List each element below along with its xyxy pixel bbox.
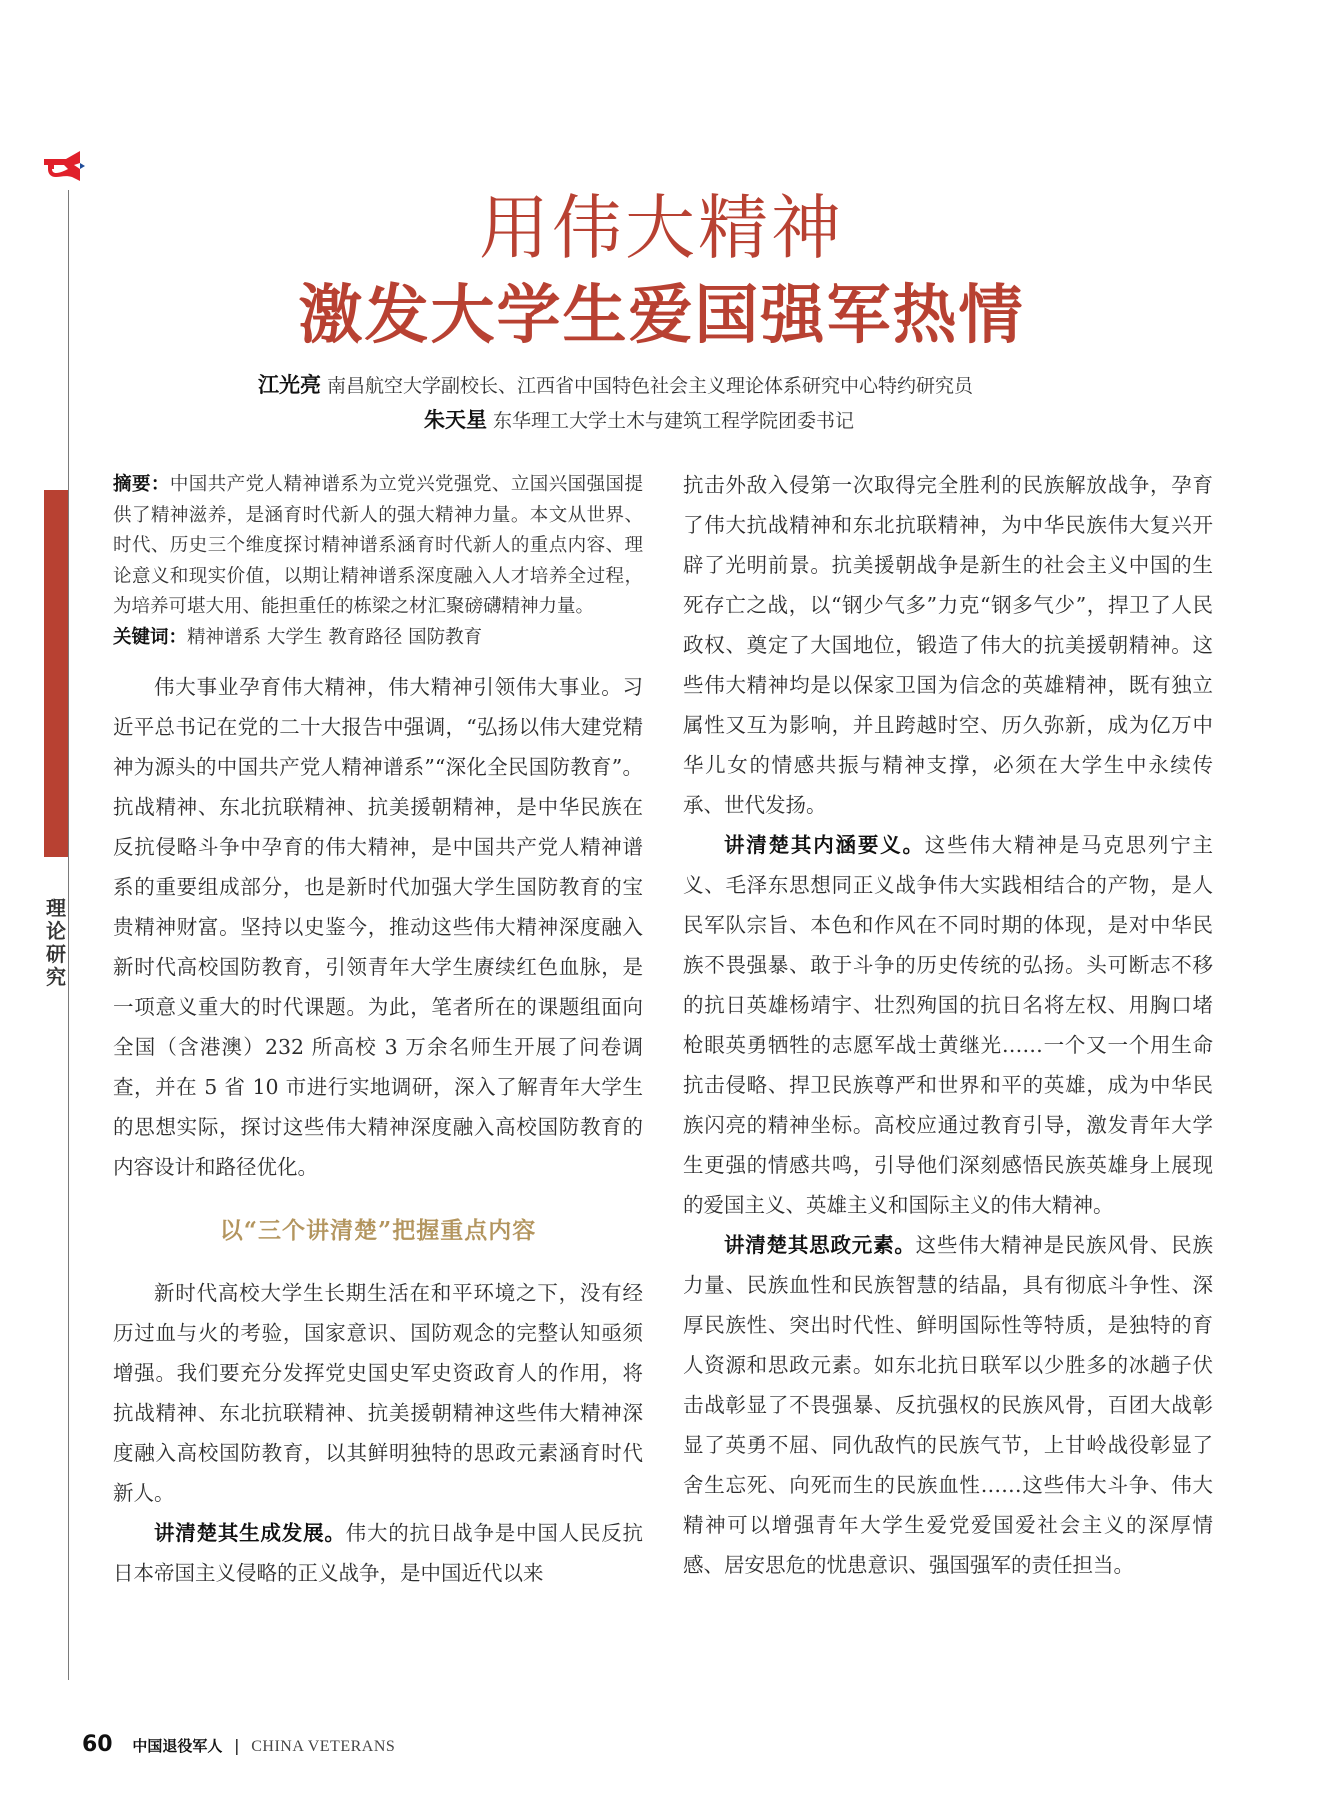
paragraph-text: 伟大的抗日战争是中国人民反抗日本帝国主义侵略的正义战争，是中国近代以来 [113, 1521, 644, 1585]
section-label-char: 研 [46, 942, 66, 966]
magazine-logo-icon [44, 151, 94, 181]
keywords-label: 关键词： [113, 626, 188, 648]
body-paragraph [683, 825, 1213, 1225]
section-heading: 以“三个讲清楚”把握重点内容 [219, 1217, 537, 1244]
body-paragraph: 抗击外敌入侵第一次取得完全胜利的民族解放战争，孕育了伟大抗战精神和东北抗联精神，为中华民族伟大复兴开辟了光明前景。抗美援朝战争是新生的社会主义中国的生死存亡之战，以“钢少气多”力克“钢多气少”，捍卫了人民政权、奠定了大国地位，锻造了伟大的抗美援朝精神。这些伟大精神均是以保家卫国为信念的英雄精神，既有独立属性又互为影响，并且跨越时空、历久弥新，成为亿万中华儿女的情感共振与精神支撑，必须在大学生中永续传承、世代发扬。 [683, 473, 1213, 817]
magazine-name-en: CHINA VETERANS [251, 1738, 396, 1755]
left-column [113, 470, 643, 1593]
keywords-text: 精神谱系 大学生 教育路径 国防教育 [187, 626, 483, 648]
section-label [44, 897, 68, 989]
author-role: 东华理工大学土木与建筑工程学院团委书记 [493, 410, 855, 432]
footer-separator: | [234, 1736, 240, 1755]
keywords [113, 623, 643, 654]
author-line [258, 368, 1088, 403]
author-line [258, 403, 1088, 438]
article-title-line2: 激发大学生爱国强军热情 [298, 279, 1025, 353]
page-footer [82, 1732, 395, 1757]
body-paragraph [113, 1513, 643, 1593]
right-column [683, 465, 1213, 1585]
abstract-label: 摘要： [113, 474, 170, 495]
article-title-line1: 用伟大精神 [479, 187, 844, 269]
magazine-name-cn: 中国退役军人 [132, 1737, 223, 1755]
section-label-char: 理 [46, 896, 66, 920]
section-label-char: 究 [46, 965, 66, 989]
abstract-body [113, 470, 643, 623]
body-paragraph: 新时代高校大学生长期生活在和平环境之下，没有经历过血与火的考验，国家意识、国防观念的完整认知亟须增强。我们要充分发挥党史国史军史资政育人的作用，将抗战精神、东北抗联精神、抗美援朝精神这些伟大精神深度融入高校国防教育，以其鲜明独特的思政元素涵育时代新人。 [113, 1281, 643, 1505]
paragraph-lead: 讲清楚其内涵要义。 [724, 833, 925, 857]
intro-paragraph: 伟大事业孕育伟大精神，伟大精神引领伟大事业。习近平总书记在党的二十大报告中强调，“弘扬以伟大建党精神为源头的中国共产党人精神谱系”“深化全民国防教育”。抗战精神、东北抗联精神、抗美援朝精神，是中华民族在反抗侵略斗争中孕育的伟大精神，是中国共产党人精神谱系的重要组成部分，也是新时代加强大学生国防教育的宝贵精神财富。坚持以史鉴今，推动这些伟大精神深度融入新时代高校国防教育，引领青年大学生赓续红色血脉，是一项意义重大的时代课题。为此，笔者所在的课题组面向全国（含港澳）232 所高校 3 万余名师生开展了问卷调查，并在 5 省 10 市进行实地调研，深入了解青年大学生的思想实际，探讨这些伟大精神深度融入高校国防教育的内容设计和路径优化。 [113, 675, 643, 1179]
paragraph-lead: 讲清楚其思政元素。 [724, 1233, 916, 1257]
author-name: 朱天星 [424, 408, 487, 432]
paragraph-lead: 讲清楚其生成发展。 [154, 1521, 346, 1545]
abstract [113, 470, 643, 653]
author-role: 南昌航空大学副校长、江西省中国特色社会主义理论体系研究中心特约研究员 [327, 375, 974, 397]
page-number: 60 [82, 1732, 113, 1757]
author-block [258, 368, 1088, 438]
abstract-text: 中国共产党人精神谱系为立党兴党强党、立国兴国强国提供了精神滋养，是涵育时代新人的强大精神力量。本文从世界、时代、历史三个维度探讨精神谱系涵育时代新人的重点内容、理论意义和现实价值，以期让精神谱系深度融入人才培养全过程，为培养可堪大用、能担重任的栋梁之材汇聚磅礴精神力量。 [113, 474, 643, 617]
section-color-bar [44, 490, 68, 857]
paragraph-text: 这些伟大精神是马克思列宁主义、毛泽东思想同正义战争伟大实践相结合的产物，是人民军队宗旨、本色和作风在不同时期的体现，是对中华民族不畏强暴、敢于斗争的历史传统的弘扬。头可断志不移的抗日英雄杨靖宇、壮烈殉国的抗日名将左权、用胸口堵枪眼英勇牺牲的志愿军战士黄继光……一个又一个用生命抗击侵略、捍卫民族尊严和世界和平的英雄，成为中华民族闪亮的精神坐标。高校应通过教育引导，激发青年大学生更强的情感共鸣，引导他们深刻感悟民族英雄身上展现的爱国主义、英雄主义和国际主义的伟大精神。 [683, 833, 1214, 1217]
author-name: 江光亮 [258, 373, 321, 397]
section-label-char: 论 [46, 919, 66, 943]
body-paragraph [683, 1225, 1213, 1585]
margin-rule [68, 190, 69, 1680]
paragraph-text: 这些伟大精神是民族风骨、民族力量、民族血性和民族智慧的结晶，具有彻底斗争性、深厚民族性、突出时代性、鲜明国际性等特质，是独特的育人资源和思政元素。如东北抗日联军以少胜多的冰趟子伏击战彰显了不畏强暴、反抗强权的民族风骨，百团大战彰显了英勇不屈、同仇敌忾的民族气节，上甘岭战役彰显了舍生忘死、向死而生的民族血性……这些伟大斗争、伟大精神可以增强青年大学生爱党爱国爱社会主义的深厚情感、居安思危的忧患意识、强国强军的责任担当。 [683, 1233, 1214, 1577]
